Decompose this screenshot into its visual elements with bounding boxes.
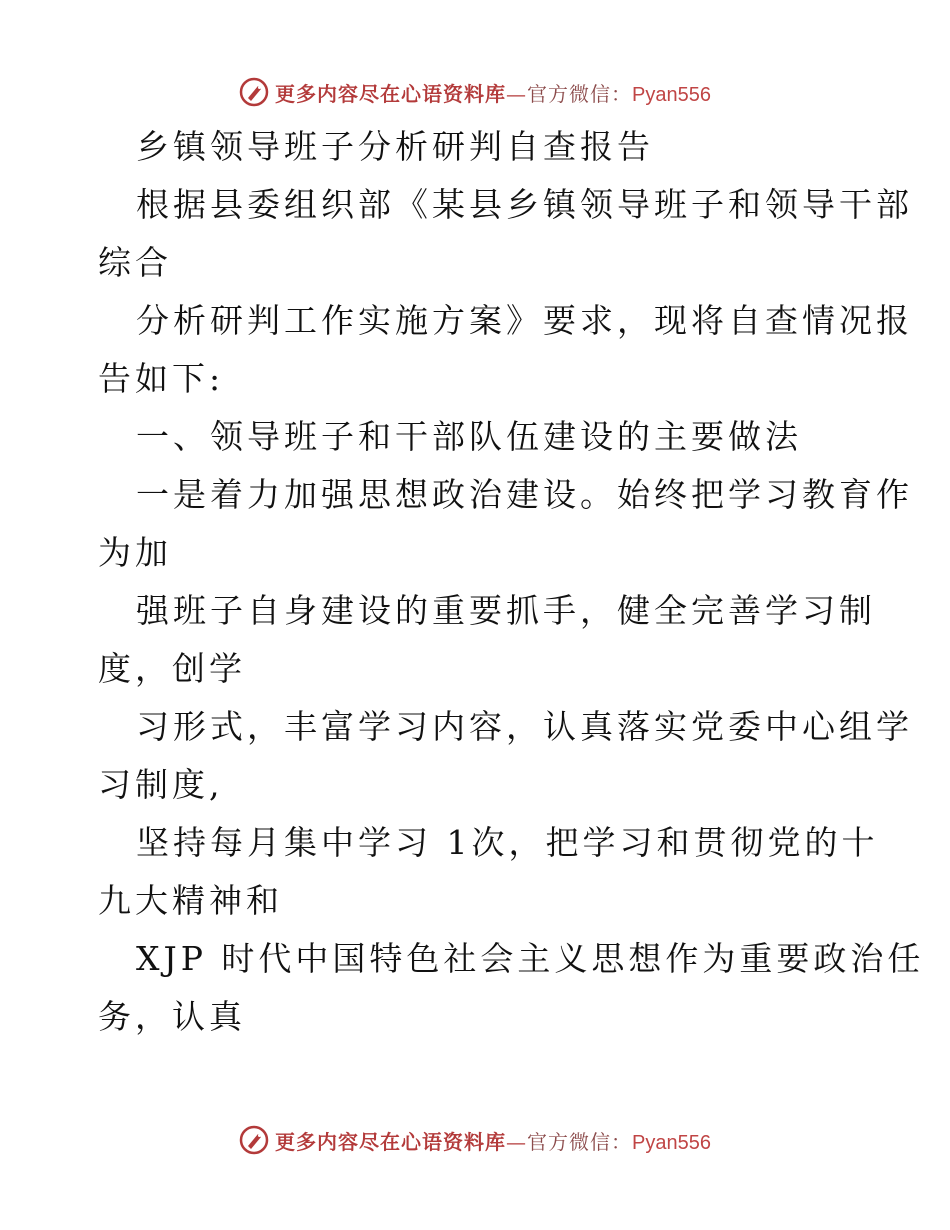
paragraph-line: 一是着力加强思想政治建设。始终把学习教育作 bbox=[136, 475, 913, 514]
header-banner bbox=[0, 72, 950, 112]
paragraph-line: 习形式，丰富学习内容，认真落实党委中心组学 bbox=[136, 707, 913, 746]
paragraph-line: 分析研判工作实施方案》要求，现将自查情况报 bbox=[136, 301, 913, 340]
paragraph-line: 告如下: bbox=[98, 359, 225, 398]
banner-label: 官方微信： bbox=[527, 81, 633, 106]
banner-site: 更多内容尽在心语资料库 bbox=[275, 1129, 507, 1154]
banner-separator: — bbox=[506, 1129, 528, 1154]
paragraph-line: 强班子自身建设的重要抓手，健全完善学习制 bbox=[136, 591, 876, 630]
paragraph-line: 坚持每月集中学习 1次，把学习和贯彻党的十 bbox=[136, 823, 879, 862]
paragraph-line: 度，创学 bbox=[98, 649, 246, 688]
section-heading: 一、领导班子和干部队伍建设的主要做法 bbox=[136, 417, 802, 456]
paragraph-line: 根据县委组织部《某县乡镇领导班子和领导干部 bbox=[136, 185, 913, 224]
paragraph-line: 综合 bbox=[98, 243, 172, 282]
banner-label: 官方微信： bbox=[527, 1129, 633, 1154]
paragraph-line: 务，认真 bbox=[98, 997, 246, 1036]
banner-separator: — bbox=[506, 81, 528, 106]
footer-banner bbox=[0, 1120, 950, 1160]
paragraph-line: 习制度, bbox=[98, 765, 224, 804]
paragraph-line: 为加 bbox=[98, 533, 172, 572]
banner-text bbox=[275, 1126, 711, 1155]
banner-text bbox=[275, 78, 711, 107]
banner-wechat-id: Pyan556 bbox=[632, 1131, 711, 1154]
paragraph-line: 九大精神和 bbox=[98, 881, 283, 920]
banner-site: 更多内容尽在心语资料库 bbox=[275, 81, 507, 106]
paragraph-line: XJP 时代中国特色社会主义思想作为重要政治任 bbox=[136, 939, 925, 978]
pen-logo-icon bbox=[239, 77, 269, 107]
document-title: 乡镇领导班子分析研判自查报告 bbox=[136, 127, 654, 166]
banner-wechat-id: Pyan556 bbox=[632, 83, 711, 106]
document-body bbox=[98, 118, 925, 1046]
pen-logo-icon bbox=[239, 1125, 269, 1155]
